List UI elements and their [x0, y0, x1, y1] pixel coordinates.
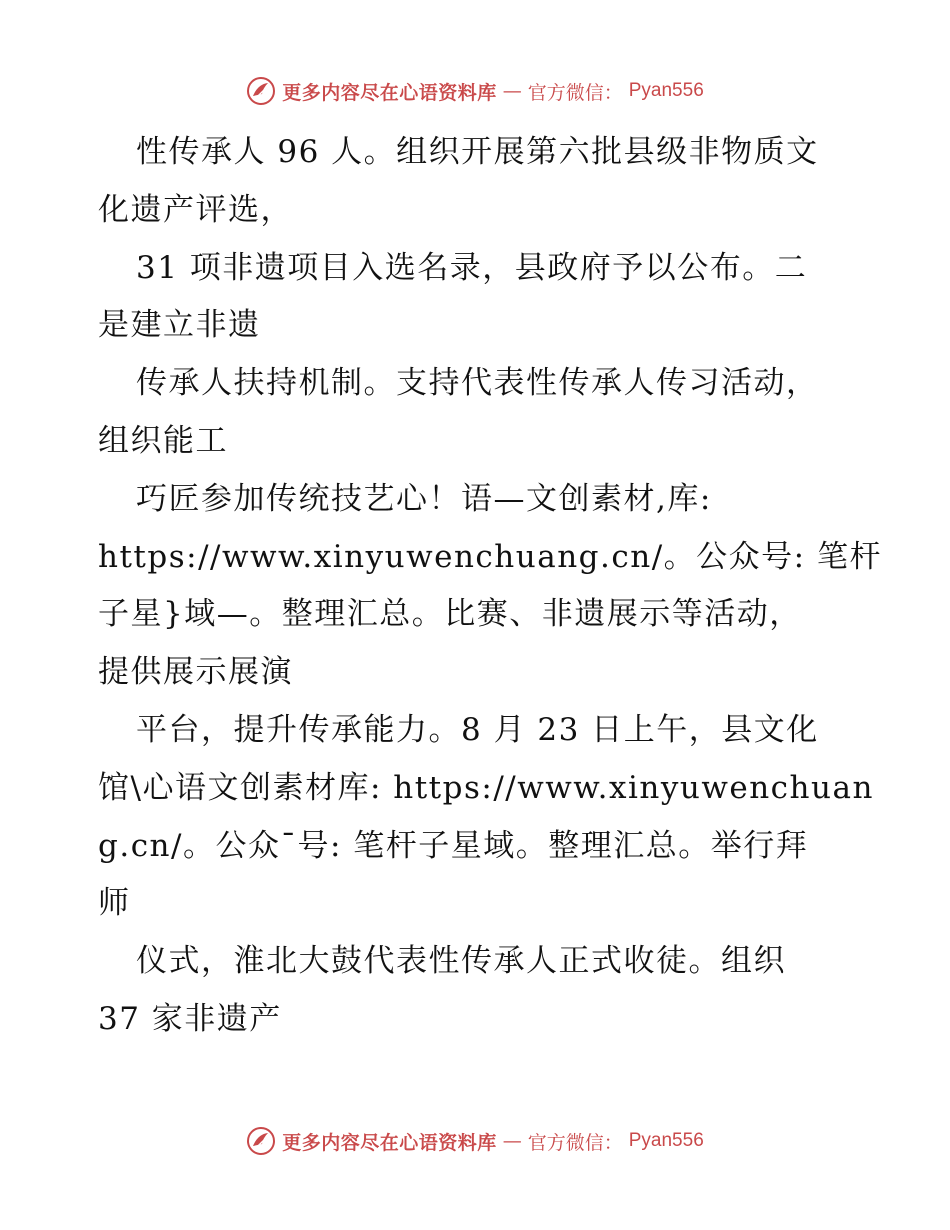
footer-wechat-label: 官方微信：: [527, 1131, 623, 1154]
pen-logo-icon: [246, 76, 276, 106]
body-text-line: 巧匠参加传统技艺心！语—文创素材,库:: [136, 480, 712, 517]
document-body: [98, 124, 882, 1049]
header-wechat-id: Pyan556: [628, 80, 704, 101]
body-text-line: 子星}域—。整理汇总。比赛、非遗展示等活动，: [98, 596, 802, 633]
header-brand-text: 更多内容尽在心语资料库: [282, 81, 497, 104]
page-footer: [0, 1124, 950, 1158]
header-wechat-label: 官方微信：: [527, 81, 623, 104]
body-text-line: 化遗产评选，: [98, 191, 293, 228]
body-text-line: 仪式，淮北大鼓代表性传承人正式收徒。组织: [136, 943, 786, 980]
pen-logo-icon: [246, 1126, 276, 1156]
footer-dash: —: [502, 1130, 522, 1152]
body-text-line: 平台，提升传承能力。8 月 23 日上午，县文化: [136, 711, 819, 748]
body-text-line: 37 家非遗产: [98, 1000, 282, 1037]
body-text-line: 性传承人 96 人。组织开展第六批县级非物质文: [136, 134, 819, 170]
header-dash: —: [502, 80, 522, 102]
body-text-line: 提供展示展演: [98, 654, 293, 691]
body-text-line: 馆\心语文创素材库: https://www.xinyuwenchuan: [98, 769, 874, 806]
body-text-line: 师: [98, 885, 131, 922]
body-text-line: g.cn/。公众¯号: 笔杆子星域。整理汇总。举行拜: [98, 827, 809, 864]
page-header: [0, 74, 950, 108]
body-text-line: https://www.xinyuwenchuang.cn/。公众号: 笔杆: [98, 538, 882, 575]
body-text-line: 是建立非遗: [98, 307, 261, 344]
footer-brand-text: 更多内容尽在心语资料库: [282, 1131, 497, 1154]
body-text-line: 组织能工: [98, 422, 228, 459]
body-text-line: 传承人扶持机制。支持代表性传承人传习活动，: [136, 365, 819, 402]
body-text-line: 31 项非遗项目入选名录，县政府予以公布。二: [136, 249, 808, 286]
footer-wechat-id: Pyan556: [628, 1130, 704, 1151]
